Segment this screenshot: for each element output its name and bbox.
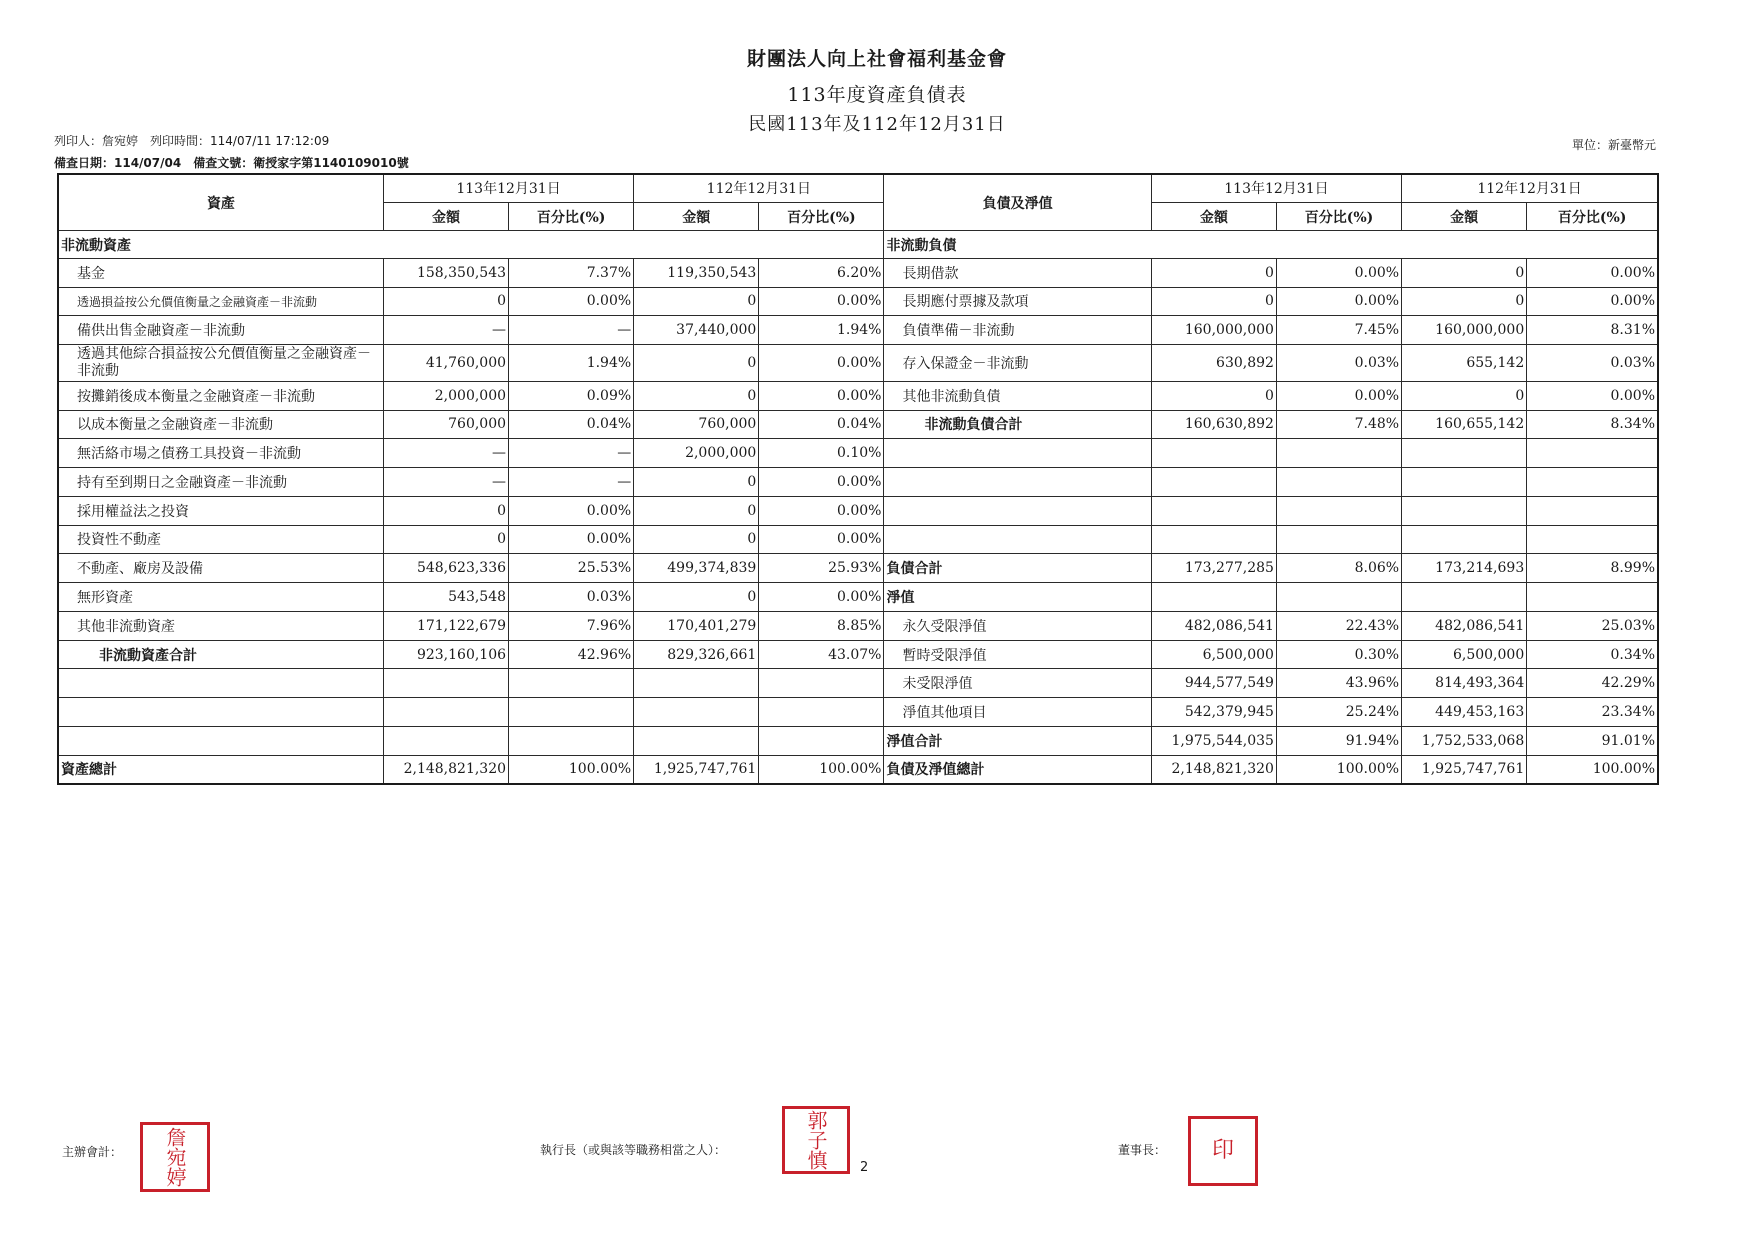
accountant-label: 主辦會計： (62, 1145, 123, 1159)
asset-row-amount-112: 0 (634, 496, 759, 525)
table-row (58, 496, 1658, 525)
asset-row-amount-113: 543,548 (383, 583, 508, 612)
empty-cell (383, 726, 508, 755)
accountant-seal (140, 1122, 210, 1192)
liab-row-amount-112: 0 (1402, 381, 1527, 410)
grand-total-pct-113: 100.00% (1276, 755, 1401, 784)
asset-row-amount-112: 0 (634, 583, 759, 612)
empty-cell (1276, 439, 1401, 468)
empty-cell (1151, 439, 1276, 468)
grand-total-amount-112: 1,925,747,761 (1402, 755, 1527, 784)
table-row (58, 439, 1658, 468)
grand-total-label: 負債及淨值總計 (884, 755, 1151, 784)
col-113-assets: 113年12月31日 (383, 174, 633, 202)
asset-row-pct-112: 0.10% (759, 439, 884, 468)
amount-header: 金額 (1151, 202, 1276, 230)
report-title: 113年度資產負債表 (787, 84, 967, 106)
empty-cell (1527, 496, 1658, 525)
asset-row-amount-113: 760,000 (383, 410, 508, 439)
asset-row-amount-112: 0 (634, 468, 759, 497)
liab-row-label: 其他非流動負債 (884, 381, 1151, 410)
equity-row-pct-112: 0.34% (1527, 640, 1658, 669)
empty-cell (1151, 583, 1276, 612)
asset-row-pct-112: 8.85% (759, 611, 884, 640)
empty-cell (1527, 583, 1658, 612)
asset-row-label: 其他非流動資產 (58, 611, 383, 640)
liab-row-amount-113: 160,000,000 (1151, 316, 1276, 345)
table-row (58, 381, 1658, 410)
equity-row-amount-112: 482,086,541 (1402, 611, 1527, 640)
table-row (58, 316, 1658, 345)
asset-row-amount-112: 760,000 (634, 410, 759, 439)
asset-row-label: 無活絡市場之債務工具投資－非流動 (58, 439, 383, 468)
liab-row-amount-113: 0 (1151, 258, 1276, 287)
col-112-assets: 112年12月31日 (634, 174, 884, 202)
asset-row-amount-113: 0 (383, 287, 508, 316)
liab-subtotal-pct-113: 7.48% (1276, 410, 1401, 439)
asset-row-pct-112: 0.00% (759, 345, 884, 382)
equity-row-amount-112: 814,493,364 (1402, 669, 1527, 698)
liab-subtotal-amount-112: 160,655,142 (1402, 410, 1527, 439)
asset-row-pct-112: 0.00% (759, 583, 884, 612)
equity-row-label: 淨值其他項目 (884, 698, 1151, 727)
asset-total-pct-113: 100.00% (509, 755, 634, 784)
liab-row-label: 存入保證金－非流動 (884, 345, 1151, 382)
liab-row-pct-113: 0.00% (1276, 381, 1401, 410)
empty-cell (1527, 525, 1658, 554)
asset-row-pct-112: 6.20% (759, 258, 884, 287)
asset-row-pct-113: 0.09% (509, 381, 634, 410)
accountant-seal-text: 詹宛婷 (163, 1127, 187, 1187)
asset-row-pct-113: — (509, 468, 634, 497)
asset-row-pct-112: 0.00% (759, 287, 884, 316)
equity-row-pct-113: 0.30% (1276, 640, 1401, 669)
asset-row-amount-113: 171,122,679 (383, 611, 508, 640)
empty-cell (1527, 468, 1658, 497)
empty-cell (58, 698, 383, 727)
col-112-liab: 112年12月31日 (1402, 174, 1658, 202)
asset-row-label: 無形資產 (58, 583, 383, 612)
amount-header: 金額 (1402, 202, 1527, 230)
asset-row-pct-112: 0.00% (759, 468, 884, 497)
asset-row-pct-112: 0.04% (759, 410, 884, 439)
equity-row-label: 暫時受限淨值 (884, 640, 1151, 669)
asset-row-pct-113: 0.00% (509, 287, 634, 316)
table-row (58, 583, 1658, 612)
asset-row-pct-113: 1.94% (509, 345, 634, 382)
asset-row-label: 持有至到期日之金融資產－非流動 (58, 468, 383, 497)
liab-row-label: 長期應付票據及款項 (884, 287, 1151, 316)
empty-cell (1276, 468, 1401, 497)
empty-cell (1402, 496, 1527, 525)
asset-row-label: 按攤銷後成本衡量之金融資產－非流動 (58, 381, 383, 410)
liab-row-amount-112: 655,142 (1402, 345, 1527, 382)
liab-row-label: 負債準備－非流動 (884, 316, 1151, 345)
empty-cell (1276, 496, 1401, 525)
empty-cell (759, 669, 884, 698)
asset-row-pct-112: 0.00% (759, 525, 884, 554)
asset-row-label: 透過損益按公允價值衡量之金融資產－非流動 (58, 287, 383, 316)
table-row (58, 640, 1658, 669)
asset-row-label: 備供出售金融資產－非流動 (58, 316, 383, 345)
asset-total-pct-112: 100.00% (759, 755, 884, 784)
chair-label: 董事長： (1118, 1143, 1167, 1157)
liab-total-pct-113: 8.06% (1276, 554, 1401, 583)
page-number: 2 (860, 1160, 869, 1175)
asset-row-amount-112: 0 (634, 287, 759, 316)
table-row (58, 258, 1658, 287)
asset-row-label: 透過其他綜合損益按公允價值衡量之金融資產－非流動 (58, 345, 383, 382)
empty-cell (1151, 496, 1276, 525)
equity-row-pct-112: 23.34% (1527, 698, 1658, 727)
asset-row-pct-113: 7.37% (509, 258, 634, 287)
asset-subtotal-amount-112: 829,326,661 (634, 640, 759, 669)
empty-cell (884, 496, 1151, 525)
report-dates: 民國113年及112年12月31日 (748, 114, 1006, 135)
liab-row-amount-113: 0 (1151, 287, 1276, 316)
liab-row-pct-112: 0.00% (1527, 381, 1658, 410)
asset-row-amount-113: 0 (383, 496, 508, 525)
empty-cell (1276, 583, 1401, 612)
table-row (58, 698, 1658, 727)
liab-row-pct-113: 7.45% (1276, 316, 1401, 345)
empty-cell (884, 468, 1151, 497)
chair-seal-text: 印 (1211, 1138, 1234, 1163)
empty-cell (759, 698, 884, 727)
pct-header: 百分比(%) (759, 202, 884, 230)
table-row (58, 755, 1658, 784)
table-row (58, 726, 1658, 755)
assets-section-title: 非流動資產 (58, 231, 884, 258)
liab-row-pct-113: 0.03% (1276, 345, 1401, 382)
liab-subtotal-label: 非流動負債合計 (884, 410, 1151, 439)
chair-seal (1188, 1116, 1258, 1186)
empty-cell (1276, 525, 1401, 554)
asset-row-pct-113: — (509, 439, 634, 468)
asset-row-pct-113: 0.03% (509, 583, 634, 612)
balance-sheet-table (57, 173, 1659, 785)
asset-subtotal-pct-113: 42.96% (509, 640, 634, 669)
equity-row-pct-112: 42.29% (1527, 669, 1658, 698)
equity-row-pct-113: 43.96% (1276, 669, 1401, 698)
table-row (58, 410, 1658, 439)
assets-header: 資產 (58, 174, 383, 231)
asset-row-amount-113: 41,760,000 (383, 345, 508, 382)
asset-row-amount-112: 119,350,543 (634, 258, 759, 287)
table-row (58, 345, 1658, 382)
equity-total-amount-112: 1,752,533,068 (1402, 726, 1527, 755)
empty-cell (634, 698, 759, 727)
grand-total-pct-112: 100.00% (1527, 755, 1658, 784)
liabilities-header: 負債及淨值 (884, 174, 1151, 231)
asset-row-amount-112: 499,374,839 (634, 554, 759, 583)
ceo-label: 執行長（或與該等職務相當之人）： (540, 1143, 727, 1157)
empty-cell (1151, 468, 1276, 497)
asset-row-amount-113: 548,623,336 (383, 554, 508, 583)
liab-row-amount-113: 630,892 (1151, 345, 1276, 382)
empty-cell (884, 525, 1151, 554)
empty-cell (1151, 525, 1276, 554)
empty-cell (1527, 439, 1658, 468)
liab-row-pct-112: 8.31% (1527, 316, 1658, 345)
asset-row-pct-113: 0.00% (509, 496, 634, 525)
liab-section-title: 非流動負債 (884, 231, 1658, 258)
liab-row-amount-112: 0 (1402, 258, 1527, 287)
liab-total-pct-112: 8.99% (1527, 554, 1658, 583)
asset-row-amount-113: 158,350,543 (383, 258, 508, 287)
table-row (58, 287, 1658, 316)
asset-row-amount-113: 2,000,000 (383, 381, 508, 410)
print-info: 列印人：詹宛婷 列印時間：114/07/11 17:12:09 (54, 134, 330, 148)
liab-total-amount-112: 173,214,693 (1402, 554, 1527, 583)
equity-row-label: 未受限淨值 (884, 669, 1151, 698)
asset-total-amount-112: 1,925,747,761 (634, 755, 759, 784)
pct-header: 百分比(%) (1527, 202, 1658, 230)
asset-row-amount-113: 0 (383, 525, 508, 554)
asset-row-pct-112: 25.93% (759, 554, 884, 583)
asset-subtotal-amount-113: 923,160,106 (383, 640, 508, 669)
empty-cell (1402, 468, 1527, 497)
asset-row-label: 以成本衡量之金融資產－非流動 (58, 410, 383, 439)
empty-cell (1402, 583, 1527, 612)
liab-row-pct-112: 0.03% (1527, 345, 1658, 382)
asset-row-pct-113: — (509, 316, 634, 345)
asset-row-label: 投資性不動產 (58, 525, 383, 554)
empty-cell (383, 698, 508, 727)
equity-row-pct-112: 25.03% (1527, 611, 1658, 640)
empty-cell (383, 669, 508, 698)
asset-row-amount-112: 0 (634, 381, 759, 410)
equity-row-amount-112: 449,453,163 (1402, 698, 1527, 727)
liab-row-label: 長期借款 (884, 258, 1151, 287)
empty-cell (634, 726, 759, 755)
asset-row-pct-112: 1.94% (759, 316, 884, 345)
equity-row-amount-113: 482,086,541 (1151, 611, 1276, 640)
asset-row-pct-113: 7.96% (509, 611, 634, 640)
grand-total-amount-113: 2,148,821,320 (1151, 755, 1276, 784)
empty-cell (1402, 525, 1527, 554)
asset-row-amount-112: 170,401,279 (634, 611, 759, 640)
table-row (58, 525, 1658, 554)
equity-row-amount-112: 6,500,000 (1402, 640, 1527, 669)
equity-total-pct-112: 91.01% (1527, 726, 1658, 755)
organization-name: 財團法人向上社會福利基金會 (746, 48, 1007, 70)
asset-row-pct-113: 0.00% (509, 525, 634, 554)
col-113-liab: 113年12月31日 (1151, 174, 1401, 202)
liab-row-amount-113: 0 (1151, 381, 1276, 410)
asset-total-label: 資產總計 (58, 755, 383, 784)
asset-row-amount-112: 0 (634, 345, 759, 382)
liab-row-pct-112: 0.00% (1527, 287, 1658, 316)
liab-row-amount-112: 160,000,000 (1402, 316, 1527, 345)
empty-cell (58, 726, 383, 755)
pct-header: 百分比(%) (509, 202, 634, 230)
asset-row-amount-112: 37,440,000 (634, 316, 759, 345)
amount-header: 金額 (634, 202, 759, 230)
equity-row-amount-113: 944,577,549 (1151, 669, 1276, 698)
liab-subtotal-amount-113: 160,630,892 (1151, 410, 1276, 439)
asset-row-pct-112: 0.00% (759, 381, 884, 410)
empty-cell (884, 439, 1151, 468)
asset-row-label: 不動產、廠房及設備 (58, 554, 383, 583)
equity-row-amount-113: 6,500,000 (1151, 640, 1276, 669)
equity-row-label: 永久受限淨值 (884, 611, 1151, 640)
equity-total-amount-113: 1,975,544,035 (1151, 726, 1276, 755)
asset-row-amount-112: 0 (634, 525, 759, 554)
asset-row-label: 基金 (58, 258, 383, 287)
table-row (58, 468, 1658, 497)
asset-row-pct-113: 0.04% (509, 410, 634, 439)
table-row (58, 611, 1658, 640)
currency-unit: 單位：新臺幣元 (1571, 138, 1656, 152)
ceo-seal (782, 1106, 850, 1174)
empty-cell (634, 669, 759, 698)
liab-total-label: 負債合計 (884, 554, 1151, 583)
asset-row-pct-113: 25.53% (509, 554, 634, 583)
liab-row-pct-112: 0.00% (1527, 258, 1658, 287)
empty-cell (759, 726, 884, 755)
table-row (58, 669, 1658, 698)
filing-info: 備查日期：114/07/04 備查文號：衛授家字第1140109010號 (54, 156, 409, 170)
equity-section-title: 淨值 (884, 583, 1151, 612)
liab-subtotal-pct-112: 8.34% (1527, 410, 1658, 439)
empty-cell (58, 669, 383, 698)
equity-row-amount-113: 542,379,945 (1151, 698, 1276, 727)
empty-cell (509, 669, 634, 698)
empty-cell (1402, 439, 1527, 468)
asset-row-amount-113: — (383, 439, 508, 468)
liab-row-amount-112: 0 (1402, 287, 1527, 316)
liab-row-pct-113: 0.00% (1276, 258, 1401, 287)
liab-total-amount-113: 173,277,285 (1151, 554, 1276, 583)
asset-row-amount-112: 2,000,000 (634, 439, 759, 468)
table-row (58, 554, 1658, 583)
amount-header: 金額 (383, 202, 508, 230)
asset-row-amount-113: — (383, 468, 508, 497)
liab-row-pct-113: 0.00% (1276, 287, 1401, 316)
asset-row-pct-112: 0.00% (759, 496, 884, 525)
pct-header: 百分比(%) (1276, 202, 1401, 230)
empty-cell (509, 726, 634, 755)
asset-subtotal-label: 非流動資產合計 (58, 640, 383, 669)
ceo-seal-text: 郭子慎 (804, 1110, 828, 1170)
empty-cell (509, 698, 634, 727)
equity-total-label: 淨值合計 (884, 726, 1151, 755)
equity-total-pct-113: 91.94% (1276, 726, 1401, 755)
asset-row-label: 採用權益法之投資 (58, 496, 383, 525)
equity-row-pct-113: 25.24% (1276, 698, 1401, 727)
asset-subtotal-pct-112: 43.07% (759, 640, 884, 669)
asset-row-amount-113: — (383, 316, 508, 345)
asset-total-amount-113: 2,148,821,320 (383, 755, 508, 784)
equity-row-pct-113: 22.43% (1276, 611, 1401, 640)
